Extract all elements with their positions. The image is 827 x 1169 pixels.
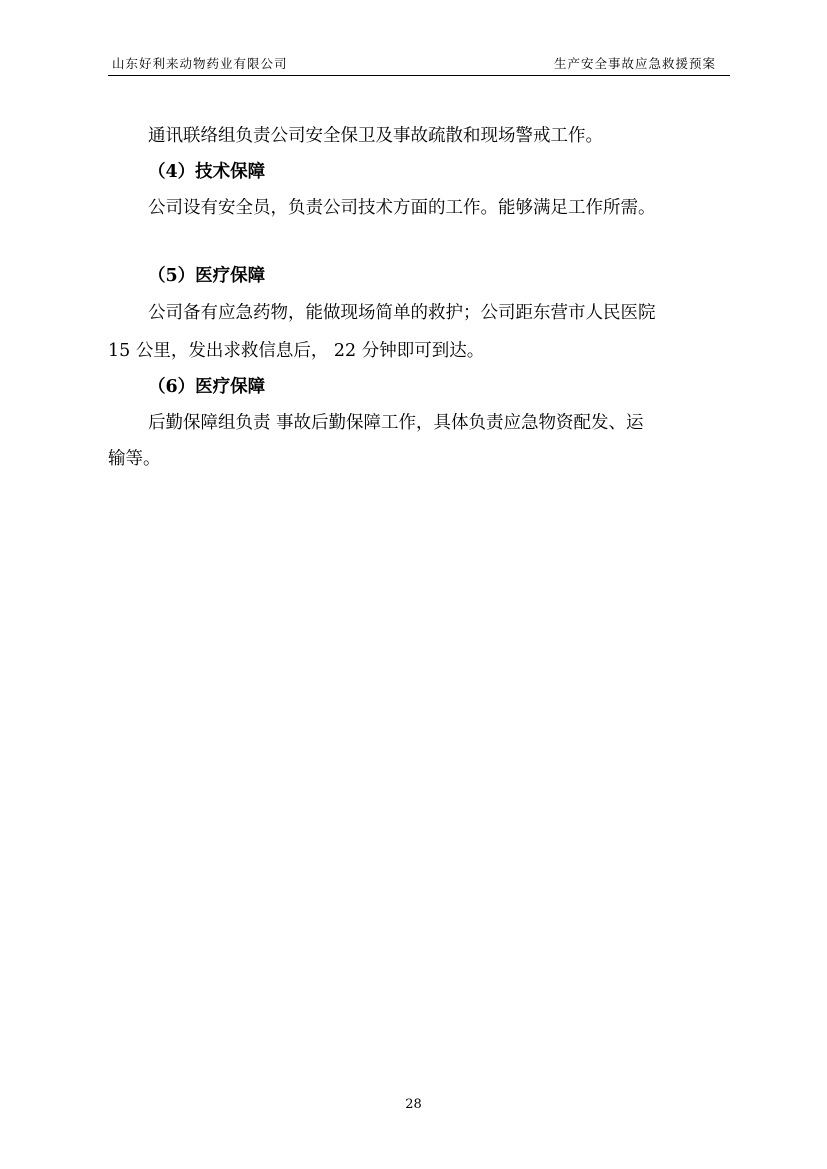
heading-medical-support: （5）医疗保障 bbox=[148, 266, 266, 286]
heading-medical-support-2: （6）医疗保障 bbox=[148, 377, 266, 397]
header-divider bbox=[108, 75, 730, 76]
header-company-name: 山东好利来动物药业有限公司 bbox=[112, 56, 288, 71]
paragraph-technical-support: 公司设有安全员，负责公司技术方面的工作。能够满足工作所需。 bbox=[148, 198, 656, 218]
paragraph-logistics-line2: 输等。 bbox=[108, 449, 161, 469]
header-document-title: 生产安全事故应急救援预案 bbox=[553, 56, 716, 71]
page-header bbox=[108, 56, 730, 76]
paragraph-medical-support-line1: 公司备有应急药物，能做现场简单的救护；公司距东营市人民医院 bbox=[148, 303, 656, 323]
page-number: 28 bbox=[405, 1097, 422, 1112]
paragraph-logistics-line1: 后勤保障组负责 事故后勤保障工作，具体负责应急物资配发、运 bbox=[148, 413, 644, 433]
paragraph-medical-support-line2: 15 公里，发出求救信息后， 22 分钟即可到达。 bbox=[108, 341, 485, 361]
heading-technical-support: （4）技术保障 bbox=[148, 162, 266, 182]
paragraph-communication: 通讯联络组负责公司安全保卫及事故疏散和现场警戒工作。 bbox=[148, 126, 603, 146]
